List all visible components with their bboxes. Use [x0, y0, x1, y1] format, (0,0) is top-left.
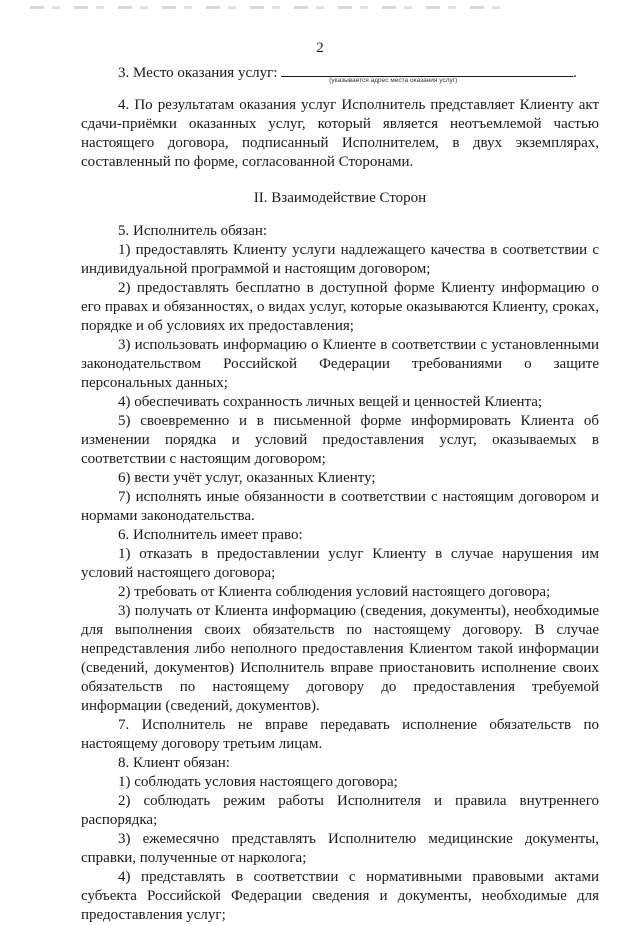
clause-8-heading: 8. Клиент обязан:	[118, 755, 230, 771]
clause-4: 4. По результатам оказания услуг Исполнитель представляет Клиенту акт сдачи-приёмки оказанных услуг, который является неотъемлемой частью настоящего договора, подписанный Исполнителем, в двух экземплярах, составленный по форме, согласованной Сторонами.	[81, 97, 599, 170]
clause-6-item-1: 1) отказать в предоставлении услуг Клиенту в случае нарушения им условий настоящего договора;	[81, 546, 599, 581]
clause-8-item-4: 4) представлять в соответствии с нормативными правовыми актами субъекта Российской Федерации сведения и документы, необходимые для предоставления услуг;	[81, 869, 599, 923]
service-place-hint: (указывается адрес места оказания услуг)	[329, 77, 458, 84]
clause-5-item-3: 3) использовать информацию о Клиенте в соответствии с установленными законодательством Российской Федерации требованиями о защите персональных данных;	[81, 337, 599, 391]
clause-3-end: .	[573, 65, 577, 81]
document-body	[81, 62, 599, 925]
service-place-field	[321, 62, 481, 84]
clause-8-item-1: 1) соблюдать условия настоящего договора;	[118, 774, 398, 790]
clause-3-line	[81, 62, 599, 84]
service-place-blank-left	[281, 62, 321, 77]
clause-5-item-4: 4) обеспечивать сохранность личных вещей и ценностей Клиента;	[118, 394, 543, 410]
clause-3-label: 3. Место оказания услуг:	[118, 65, 278, 81]
clause-8-item-2: 2) соблюдать режим работы Исполнителя и правила внутреннего распорядка;	[81, 793, 599, 828]
clause-7: 7. Исполнитель не вправе передавать исполнение обязательств по настоящему договору третьим лицам.	[81, 717, 599, 752]
clause-5-item-7: 7) исполнять иные обязанности в соответствии с настоящим договором и нормами законодательства.	[81, 489, 599, 524]
clause-5-heading: 5. Исполнитель обязан:	[118, 223, 268, 239]
clause-5-item-5: 5) своевременно и в письменной форме информировать Клиента об изменении порядка и условий предоставления услуг, оказываемых в соответствии с настоящим договором;	[81, 413, 599, 467]
clause-6-heading: 6. Исполнитель имеет право:	[118, 527, 303, 543]
scan-artifact-top	[30, 6, 500, 9]
clause-6-item-3: 3) получать от Клиента информацию (сведения, документы), необходимые для выполнения своих обязательств по настоящему договору. В случае непредставления либо неполного предоставления Клиентом такой информации (сведений, документов) Исполнитель вправе приостановить исполнение своих обязательств по настоящему договору до предоставления требуемой информации (сведений, документов).	[81, 603, 599, 714]
clause-6-item-2: 2) требовать от Клиента соблюдения условий настоящего договора;	[118, 584, 551, 600]
service-place-blank-right	[481, 62, 573, 77]
clause-5-item-1: 1) предоставлять Клиенту услуги надлежащего качества в соответствии с индивидуальной программой и настоящим договором;	[81, 242, 599, 277]
page-number: 2	[316, 40, 324, 56]
clause-5-item-2: 2) предоставлять бесплатно в доступной форме Клиенту информацию о его правах и обязанностях, о видах услуг, которые оказываются Клиенту, сроках, порядке и об условиях их предоставления;	[81, 280, 599, 334]
clause-5-item-6: 6) вести учёт услуг, оказанных Клиенту;	[118, 470, 376, 486]
section-title: II. Взаимодействие Сторон	[253, 190, 427, 206]
clause-8-item-3: 3) ежемесячно представлять Исполнителю медицинские документы, справки, полученные от нарколога;	[81, 831, 599, 866]
